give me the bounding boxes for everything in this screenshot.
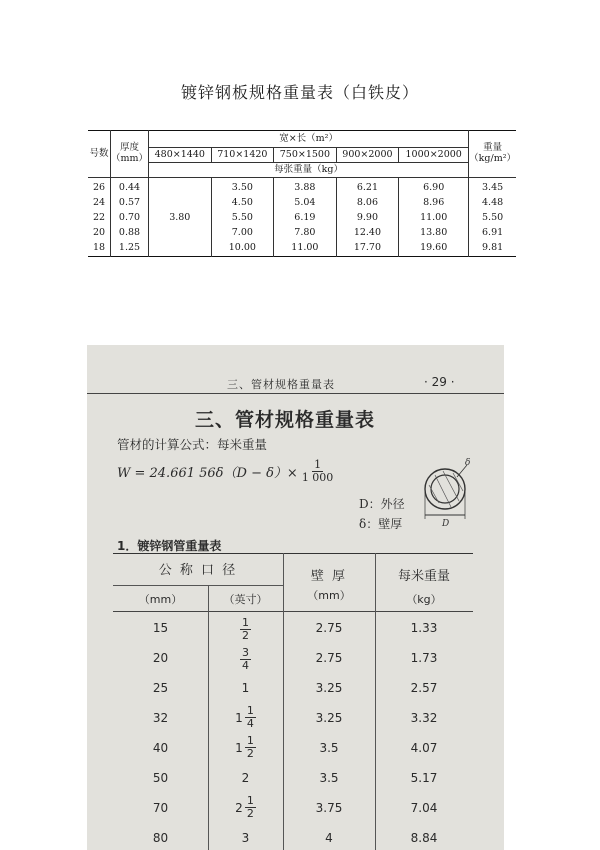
inch-num: 1: [242, 616, 249, 629]
cell-mm: 20: [152, 651, 169, 665]
cell-wall: 3.5: [319, 771, 339, 785]
header-size-900: 900×2000: [336, 148, 399, 163]
header-size-group: 宽×长（m²）: [149, 131, 469, 148]
header-weight-per-meter: 每米重量: [397, 569, 450, 584]
cell-gauge: 22: [88, 211, 111, 226]
inch-den: 2: [246, 747, 254, 761]
inch-whole: 1: [235, 710, 243, 725]
cell-inch: [208, 645, 283, 672]
cell-weight: 4.07: [410, 741, 438, 755]
cell-weight: 7.04: [410, 801, 438, 815]
cell-inch: [208, 615, 283, 642]
cell-weight: 2.57: [410, 681, 438, 695]
unit-kg: （kg）: [406, 593, 442, 606]
cell-mm: 40: [152, 741, 169, 755]
running-header: [87, 373, 504, 394]
cell-gauge: 20: [88, 226, 111, 241]
cell-mm: 80: [152, 831, 169, 845]
cell-710: 5.50: [211, 211, 274, 226]
cell-weight: 8.84: [410, 831, 438, 845]
header-size-710: 710×1420: [211, 148, 274, 163]
cell-1000: 6.90: [399, 178, 469, 197]
cell-inch: 1: [241, 681, 250, 695]
galvanized-sheet-table: [88, 130, 516, 257]
header-size-480: 480×1440: [149, 148, 212, 163]
inch-num: 1: [246, 704, 254, 717]
weight-formula: [117, 459, 333, 484]
legend-wall-thickness: δ：壁厚: [359, 517, 403, 531]
inch-den: 2: [246, 807, 254, 821]
cell-thickness: 0.44: [111, 178, 149, 197]
cell-weight: 3.45: [469, 178, 516, 197]
cell-weight: 5.50: [469, 211, 516, 226]
cell-weight: 3.32: [410, 711, 438, 725]
cell-wall: 2.75: [315, 621, 343, 635]
section-title: 三、管材规格重量表: [195, 409, 376, 431]
formula-fraction-num: 1: [314, 458, 322, 471]
cell-1000: 8.96: [399, 196, 469, 211]
unit-wall-mm: （mm）: [307, 589, 351, 602]
cell-mm: 70: [152, 801, 169, 815]
cell-710: 4.50: [211, 196, 274, 211]
pipe-table-body: [113, 615, 473, 850]
cell-wall: 3.5: [319, 741, 339, 755]
cell-inch: 3: [241, 831, 250, 845]
legend-outer-diameter: D：外径: [359, 497, 405, 511]
inch-num: 3: [242, 646, 249, 659]
cell-inch: [208, 735, 283, 760]
cell-710: 7.00: [211, 226, 274, 241]
cell-weight: 9.81: [469, 241, 516, 257]
cell-inch: [208, 795, 283, 820]
cell-710: 3.50: [211, 178, 274, 197]
unit-inch: （英寸）: [223, 593, 268, 606]
cell-gauge: 24: [88, 196, 111, 211]
cell-inch: 2: [241, 771, 250, 785]
cell-thickness: 0.88: [111, 226, 149, 241]
scanned-book-page: [87, 345, 504, 850]
cell-thickness: 1.25: [111, 241, 149, 257]
header-size-750: 750×1500: [274, 148, 337, 163]
formula-lhs: W = 24.661 56δ（D − δ）×: [117, 466, 298, 482]
header-size-1000: 1000×2000: [399, 148, 469, 163]
cell-1000: 11.00: [399, 211, 469, 226]
header-thickness: 厚度（mm）: [111, 131, 149, 178]
cell-weight: 1.73: [410, 651, 438, 665]
inch-whole: 1: [235, 740, 243, 755]
subsection-title: 1．镀锌钢管重量表: [117, 539, 222, 553]
formula-label: 管材的计算公式：每米重量: [117, 437, 268, 452]
header-weight: 重量（kg/m²）: [469, 131, 516, 178]
table-row: [88, 178, 516, 197]
cell-weight: 4.48: [469, 196, 516, 211]
cell-thickness: 0.57: [111, 196, 149, 211]
header-wall-thickness: 壁 厚: [310, 569, 348, 584]
cell-gauge: 26: [88, 178, 111, 197]
formula-fraction: [302, 459, 334, 484]
cell-wall: 3.25: [315, 711, 343, 725]
formula-fraction-den: 1 000: [301, 471, 334, 485]
inch-den: 4: [242, 659, 249, 673]
cell-thickness: 0.70: [111, 211, 149, 226]
diagram-label-d: D: [442, 519, 450, 529]
running-head-title: 三、管材规格重量表: [227, 378, 335, 391]
inch-num: 1: [246, 734, 254, 747]
diagram-label-delta: δ: [465, 458, 471, 468]
cell-750: 11.00: [274, 241, 337, 257]
cell-wall: 3.25: [315, 681, 343, 695]
inch-whole: 2: [235, 800, 243, 815]
cell-weight: 6.91: [469, 226, 516, 241]
cell-710: 10.00: [211, 241, 274, 257]
cell-mm: 25: [152, 681, 169, 695]
cell-wall: 3.75: [315, 801, 343, 815]
header-gauge: 号数: [88, 131, 111, 178]
cell-weight: 1.33: [410, 621, 438, 635]
cell-480-merged: 3.80: [149, 178, 212, 257]
cell-inch: [208, 705, 283, 730]
cell-900: 6.21: [336, 178, 399, 197]
cell-wall: 2.75: [315, 651, 343, 665]
cell-wall: 4: [325, 831, 333, 845]
cell-750: 3.88: [274, 178, 337, 197]
cell-900: 8.06: [336, 196, 399, 211]
sheet-table-title: 镀锌钢板规格重量表（白铁皮）: [180, 83, 419, 102]
cell-750: 5.04: [274, 196, 337, 211]
page-number: · 29 ·: [424, 375, 455, 389]
cell-900: 17.70: [336, 241, 399, 257]
cell-750: 6.19: [274, 211, 337, 226]
cell-1000: 19.60: [399, 241, 469, 257]
header-nominal-size: 公 称 口 径: [158, 563, 238, 578]
cell-mm: 15: [152, 621, 169, 635]
cell-mm: 32: [152, 711, 169, 725]
cell-gauge: 18: [88, 241, 111, 257]
cell-1000: 13.80: [399, 226, 469, 241]
inch-num: 1: [246, 794, 254, 807]
cell-weight: 5.17: [410, 771, 438, 785]
inch-den: 4: [246, 717, 254, 731]
cell-900: 9.90: [336, 211, 399, 226]
cell-mm: 50: [152, 771, 169, 785]
cell-900: 12.40: [336, 226, 399, 241]
inch-den: 2: [242, 629, 249, 643]
header-per-sheet: 每张重量（kg）: [149, 163, 469, 178]
unit-mm: （mm）: [138, 593, 183, 606]
cell-750: 7.80: [274, 226, 337, 241]
pipe-cross-section-icon: [417, 455, 477, 535]
